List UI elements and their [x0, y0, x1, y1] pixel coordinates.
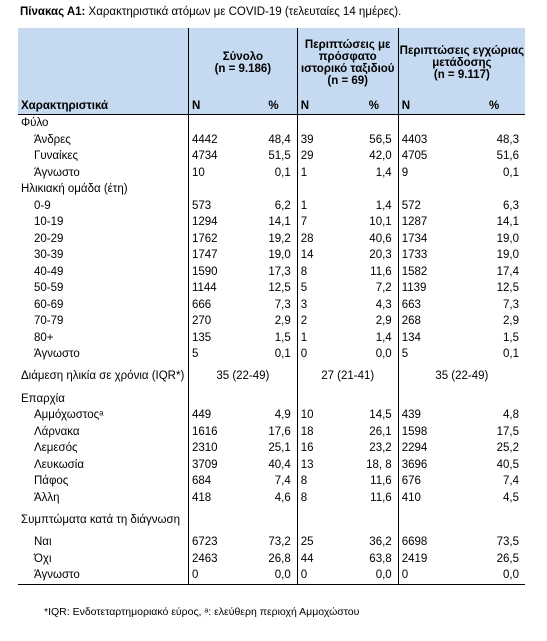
table-row [18, 313, 525, 330]
table-row [18, 330, 525, 347]
row-label: 30-39 [34, 249, 64, 262]
percent-cell: 4,5 [503, 491, 519, 504]
percent-cell: 73,5 [496, 536, 519, 549]
count-cell: 2294 [398, 440, 463, 457]
percent-cell: 7,4 [503, 475, 519, 488]
header-pct: % [463, 98, 525, 115]
header-pct: % [350, 98, 398, 115]
empty-cell [463, 391, 525, 408]
count-cell: 449 [188, 407, 250, 424]
empty-cell [297, 506, 398, 534]
percent-cell: 0,1 [503, 348, 519, 361]
table-row [18, 551, 525, 568]
header-blank [18, 28, 188, 98]
percent-cell: 2,9 [503, 315, 519, 328]
percent-cell: 17,6 [268, 425, 291, 438]
row-label: Άγνωστο [18, 567, 188, 584]
percent-cell: 1,5 [274, 331, 291, 344]
percent-cell: 2,9 [375, 315, 392, 328]
percent-cell: 48,4 [268, 133, 291, 146]
header-pct: % [250, 98, 297, 115]
row-label: 70-79 [34, 315, 64, 328]
percent-cell: 6,3 [503, 199, 519, 212]
table-row [18, 490, 525, 507]
count-cell: 134 [398, 330, 463, 347]
percent-cell: 17,4 [496, 265, 519, 278]
percent-cell: 12,5 [268, 282, 291, 295]
count-cell: 410 [398, 490, 463, 507]
count-cell: 0 [398, 567, 463, 584]
count-cell: 4734 [188, 148, 250, 165]
percent-cell: 4,8 [503, 409, 519, 422]
percent-cell: 0,0 [250, 567, 297, 584]
count-cell: 16 [297, 440, 350, 457]
count-cell: 573 [188, 198, 250, 215]
row-label: Άλλη [34, 491, 60, 504]
row-label: Άνδρες [34, 133, 71, 146]
count-cell: 663 [398, 297, 463, 314]
count-cell: 9 [398, 165, 463, 182]
count-cell: 8 [297, 473, 350, 490]
percent-cell: 40,6 [369, 232, 392, 245]
count-cell: 13 [297, 457, 350, 474]
table-row [18, 567, 525, 584]
count-cell: 3 [297, 297, 350, 314]
median-cell: 35 (22-49) [398, 363, 525, 391]
caption-text: Χαρακτηριστικά ατόμων με COVID-19 (τελευταίες 14 ημέρες). [85, 6, 402, 18]
count-cell: 28 [297, 231, 350, 248]
count-cell: 10 [297, 407, 350, 424]
count-cell: 1590 [188, 264, 250, 281]
percent-cell: 51,5 [268, 150, 291, 163]
count-cell: 0 [188, 567, 250, 584]
count-cell: 2 [297, 313, 350, 330]
empty-cell [463, 181, 525, 198]
count-cell: 1582 [398, 264, 463, 281]
table-row [18, 280, 525, 297]
percent-cell: 14,5 [369, 409, 392, 422]
percent-cell: 7,3 [274, 298, 291, 311]
percent-cell: 40,4 [268, 458, 291, 471]
count-cell: 418 [188, 490, 250, 507]
table-row [18, 407, 525, 424]
table-row [18, 132, 525, 149]
count-cell: 8 [297, 264, 350, 281]
empty-cell [188, 115, 250, 132]
count-cell: 39 [297, 132, 350, 149]
count-cell: 439 [398, 407, 463, 424]
category-label: Διάμεση ηλικία σε χρόνια (IQR*) [21, 370, 185, 382]
percent-cell: 7,4 [274, 475, 291, 488]
header-total: Σύνολο (n = 9.186) [188, 28, 297, 98]
count-cell: 4442 [188, 132, 250, 149]
percent-cell: 17,3 [268, 265, 291, 278]
percent-cell: 0,1 [274, 166, 291, 179]
caption-label: Πίνακας Α1: [20, 6, 86, 18]
header-n: N [188, 98, 250, 115]
count-cell: 14 [297, 247, 350, 264]
row-label: Γυναίκες [34, 150, 78, 163]
percent-cell: 6,2 [274, 199, 291, 212]
count-cell: 3696 [398, 457, 463, 474]
row-label: Άγνωστο [34, 166, 80, 179]
table-body [18, 115, 525, 585]
percent-cell: 4,6 [274, 491, 291, 504]
row-label: Αμμόχωστοςᵃ [34, 409, 104, 422]
percent-cell: 10,1 [369, 216, 392, 229]
header-n: N [398, 98, 463, 115]
count-cell: 3709 [188, 457, 250, 474]
table-row [18, 534, 525, 551]
table-caption [20, 6, 401, 18]
table-row [18, 264, 525, 281]
percent-cell: 19,0 [268, 249, 291, 262]
table-row [18, 391, 525, 408]
count-cell: 1616 [188, 424, 250, 441]
count-cell: 6723 [188, 534, 250, 551]
percent-cell: 56,5 [369, 133, 392, 146]
table-row [18, 198, 525, 215]
row-label: Όχι [34, 552, 52, 565]
percent-cell: 63,8 [369, 552, 392, 565]
percent-cell: 0,0 [350, 567, 398, 584]
row-label: Λάρνακα [34, 425, 80, 438]
percent-cell: 20,3 [369, 249, 392, 262]
percent-cell: 7,2 [375, 282, 392, 295]
count-cell: 1287 [398, 214, 463, 231]
percent-cell: 4,3 [375, 298, 392, 311]
percent-cell: 19,0 [496, 232, 519, 245]
table-row [18, 297, 525, 314]
count-cell: 2463 [188, 551, 250, 568]
row-label: Πάφος [34, 475, 69, 488]
count-cell: 2419 [398, 551, 463, 568]
percent-cell: 1,4 [375, 331, 392, 344]
count-cell: 10 [188, 165, 250, 182]
percent-cell: 25,1 [268, 442, 291, 455]
table-row [18, 181, 525, 198]
count-cell: 268 [398, 313, 463, 330]
count-cell: 25 [297, 534, 350, 551]
count-cell: 1144 [188, 280, 250, 297]
percent-cell: 4,9 [274, 409, 291, 422]
percent-cell: 51,6 [496, 150, 519, 163]
table-row [18, 424, 525, 441]
table-row [18, 346, 525, 363]
empty-cell [297, 115, 350, 132]
table-row [18, 363, 525, 391]
median-cell: 35 (22-49) [188, 363, 297, 391]
covid-characteristics-table [18, 28, 525, 585]
percent-cell: 1,4 [375, 199, 392, 212]
percent-cell: 0,0 [463, 567, 525, 584]
empty-cell [297, 391, 350, 408]
row-label: 80+ [34, 331, 54, 344]
percent-cell: 25,2 [496, 442, 519, 455]
count-cell: 7 [297, 214, 350, 231]
row-label: Λευκωσία [34, 458, 84, 471]
count-cell: 684 [188, 473, 250, 490]
percent-cell: 26,8 [268, 552, 291, 565]
category-label: Επαρχία [21, 392, 65, 405]
category-label: Ηλικιακή ομάδα (έτη) [21, 183, 128, 196]
empty-cell [398, 181, 463, 198]
percent-cell: 0,0 [375, 348, 392, 361]
percent-cell: 0,1 [274, 348, 291, 361]
empty-cell [350, 391, 398, 408]
percent-cell: 19,2 [268, 232, 291, 245]
empty-cell [297, 181, 350, 198]
row-label: 10-19 [34, 216, 64, 229]
count-cell: 5 [297, 280, 350, 297]
count-cell: 135 [188, 330, 250, 347]
count-cell: 5 [188, 346, 250, 363]
count-cell: 1 [297, 330, 350, 347]
count-cell: 1762 [188, 231, 250, 248]
count-cell: 1734 [398, 231, 463, 248]
table-row [18, 214, 525, 231]
row-label: 50-59 [34, 282, 64, 295]
row-label: Ναι [34, 536, 52, 549]
count-cell: 44 [297, 551, 350, 568]
percent-cell: 1,5 [503, 331, 519, 344]
row-label: Λεμεσός [34, 442, 78, 455]
empty-cell [188, 506, 297, 534]
table-row [18, 247, 525, 264]
table-row [18, 506, 525, 534]
percent-cell: 14,1 [268, 216, 291, 229]
percent-cell: 42,0 [369, 150, 392, 163]
count-cell: 572 [398, 198, 463, 215]
percent-cell: 40,5 [496, 458, 519, 471]
percent-cell: 18, 8 [366, 458, 392, 471]
percent-cell: 19,0 [496, 249, 519, 262]
percent-cell: 11,6 [370, 475, 392, 488]
count-cell: 1747 [188, 247, 250, 264]
percent-cell: 2,9 [274, 315, 291, 328]
count-cell: 4705 [398, 148, 463, 165]
empty-cell [350, 115, 398, 132]
row-label: 0-9 [34, 199, 51, 212]
empty-cell [250, 391, 297, 408]
percent-cell: 73,2 [268, 536, 291, 549]
header-n: N [297, 98, 350, 115]
empty-cell [188, 181, 250, 198]
count-cell: 29 [297, 148, 350, 165]
count-cell: 1294 [188, 214, 250, 231]
category-label: Φύλο [18, 115, 188, 132]
empty-cell [463, 115, 525, 132]
count-cell: 1 [297, 198, 350, 215]
percent-cell: 11,6 [370, 491, 392, 504]
footnote: *IQR: Ενδοτεταρτημοριακό εύρος, ᵃ: ελεύθερη περιοχή Αμμοχώστου [44, 606, 360, 618]
count-cell: 5 [398, 346, 463, 363]
count-cell: 270 [188, 313, 250, 330]
count-cell: 1 [297, 165, 350, 182]
percent-cell: 23,2 [369, 442, 392, 455]
percent-cell: 12,5 [496, 282, 519, 295]
table-row [18, 115, 525, 132]
count-cell: 0 [297, 567, 350, 584]
empty-cell [188, 391, 250, 408]
empty-cell [250, 181, 297, 198]
count-cell: 4403 [398, 132, 463, 149]
table-row [18, 440, 525, 457]
table-row [18, 148, 525, 165]
percent-cell: 26,5 [496, 552, 519, 565]
category-label: Συμπτώματα κατά τη διάγνωση [21, 513, 181, 526]
count-cell: 1139 [398, 280, 463, 297]
count-cell: 2310 [188, 440, 250, 457]
percent-cell: 36,2 [369, 536, 392, 549]
empty-cell [398, 506, 525, 534]
row-label: Άγνωστο [34, 348, 80, 361]
row-label: 20-29 [34, 232, 64, 245]
table-row [18, 231, 525, 248]
empty-cell [398, 391, 463, 408]
percent-cell: 1,4 [375, 166, 392, 179]
empty-cell [250, 115, 297, 132]
header-local: Περιπτώσεις εγχώριας μετάδοσης (n = 9.117) [398, 28, 525, 98]
header-travel: Περιπτώσεις με πρόσφατο ιστορικό ταξιδιού (n = 69) [297, 28, 398, 98]
table-row [18, 473, 525, 490]
percent-cell: 0,1 [503, 166, 519, 179]
median-cell: 27 (21-41) [297, 363, 398, 391]
count-cell: 666 [188, 297, 250, 314]
row-label: 40-49 [34, 265, 64, 278]
count-cell: 676 [398, 473, 463, 490]
header-characteristics: Χαρακτηριστικά [18, 98, 188, 115]
count-cell: 0 [297, 346, 350, 363]
percent-cell: 11,6 [370, 265, 392, 278]
percent-cell: 14,1 [496, 216, 519, 229]
table-row [18, 457, 525, 474]
empty-cell [398, 115, 463, 132]
percent-cell: 17,5 [496, 425, 519, 438]
row-label: 60-69 [34, 298, 64, 311]
count-cell: 1733 [398, 247, 463, 264]
count-cell: 8 [297, 490, 350, 507]
table-row [18, 165, 525, 182]
count-cell: 6698 [398, 534, 463, 551]
percent-cell: 26,1 [369, 425, 392, 438]
count-cell: 1598 [398, 424, 463, 441]
percent-cell: 48,3 [496, 133, 519, 146]
empty-cell [350, 181, 398, 198]
percent-cell: 7,3 [503, 298, 519, 311]
count-cell: 18 [297, 424, 350, 441]
